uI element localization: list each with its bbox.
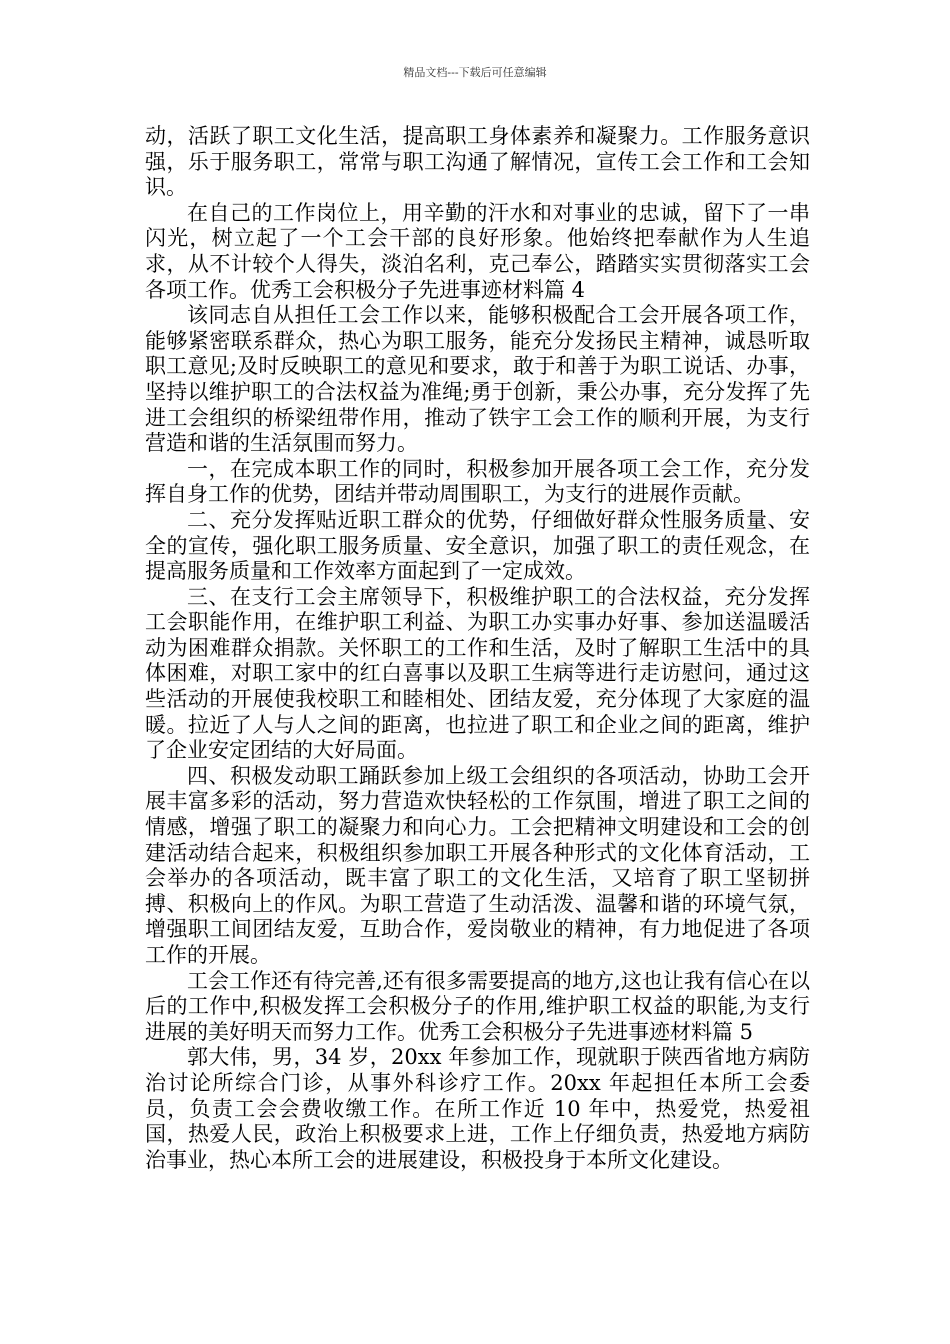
paragraph: 郭大伟，男，34 岁，20xx 年参加工作，现就职于陕西省地方病防治讨论所综合门诊，从事外科诊疗工作。20xx 年起担任本所工会委员，负责工会会费收缴工作。在所工作近 10 年中，热爱党，热爱祖国，热爱人民，政治上积极要求上进，工作上仔细负责，热爱地方病防治事业，热心本所工会的进展建设，积极投身于本所文化建设。: [145, 1045, 810, 1172]
paragraph-continuation: 动，活跃了职工文化生活，提高职工身体素养和凝聚力。工作服务意识强，乐于服务职工，常常与职工沟通了解情况，宣传工会工作和工会知识。: [145, 124, 810, 200]
paragraph: 二、充分发挥贴近职工群众的优势，仔细做好群众性服务质量、安全的宣传，强化职工服务质量、安全意识，加强了职工的责任观念，在提高服务质量和工作效率方面起到了一定成效。: [145, 507, 810, 584]
paragraph: 工会工作还有待完善,还有很多需要提高的地方,这也让我有信心在以后的工作中,积极发挥工会积极分子的作用,维护职工权益的职能,为支行进展的美好明天而努力工作。优秀工会积极分子先进事迹材料篇 5: [145, 968, 810, 1044]
paragraph: 该同志自从担任工会工作以来，能够积极配合工会开展各项工作，能够紧密联系群众，热心为职工服务，能充分发扬民主精神，诚恳听取职工意见;及时反映职工的意见和要求，敢于和善于为职工说话、办事，坚持以维护职工的合法权益为准绳;勇于创新，秉公办事，充分发挥了先进工会组织的桥梁纽带作用，推动了铁宇工会工作的顺利开展，为支行营造和谐的生活氛围而努力。: [145, 303, 810, 456]
paragraph: 三、在支行工会主席领导下，积极维护职工的合法权益，充分发挥工会职能作用，在维护职工利益、为职工办实事办好事、参加送温暖活动为困难群众捐款。关怀职工的工作和生活，及时了解职工生活中的具体困难，对职工家中的红白喜事以及职工生病等进行走访慰问，通过这些活动的开展使我校职工和睦相处、团结友爱，充分体现了大家庭的温暖。拉近了人与人之间的距离，也拉进了职工和企业之间的距离，维护了企业安定团结的大好局面。: [145, 584, 810, 763]
document-body: [145, 124, 810, 1173]
paragraph: 四、积极发动职工踊跃参加上级工会组织的各项活动，协助工会开展丰富多彩的活动，努力营造欢快轻松的工作氛围，增进了职工之间的情感，增强了职工的凝聚力和向心力。工会把精神文明建设和工会的创建活动结合起来，积极组织参加职工开展各种形式的文化体育活动，工会举办的各项活动，既丰富了职工的文化生活，又培育了职工坚韧拼搏、积极向上的作风。为职工营造了生动活泼、温馨和谐的环境气氛，增强职工间团结友爱，互助合作，爱岗敬业的精神，有力地促进了各项工作的开展。: [145, 763, 810, 967]
paragraph: 一，在完成本职工作的同时，积极参加开展各项工会工作，充分发挥自身工作的优势，团结并带动周围职工，为支行的进展作贡献。: [145, 456, 810, 507]
paragraph: 在自己的工作岗位上，用辛勤的汗水和对事业的忠诚，留下了一串闪光，树立起了一个工会干部的良好形象。他始终把奉献作为人生追求，从不计较个人得失，淡泊名利，克己奉公，踏踏实实贯彻落实工会各项工作。优秀工会积极分子先进事迹材料篇 4: [145, 200, 810, 302]
page-header: 精品文档---下载后可任意编辑: [403, 66, 547, 79]
